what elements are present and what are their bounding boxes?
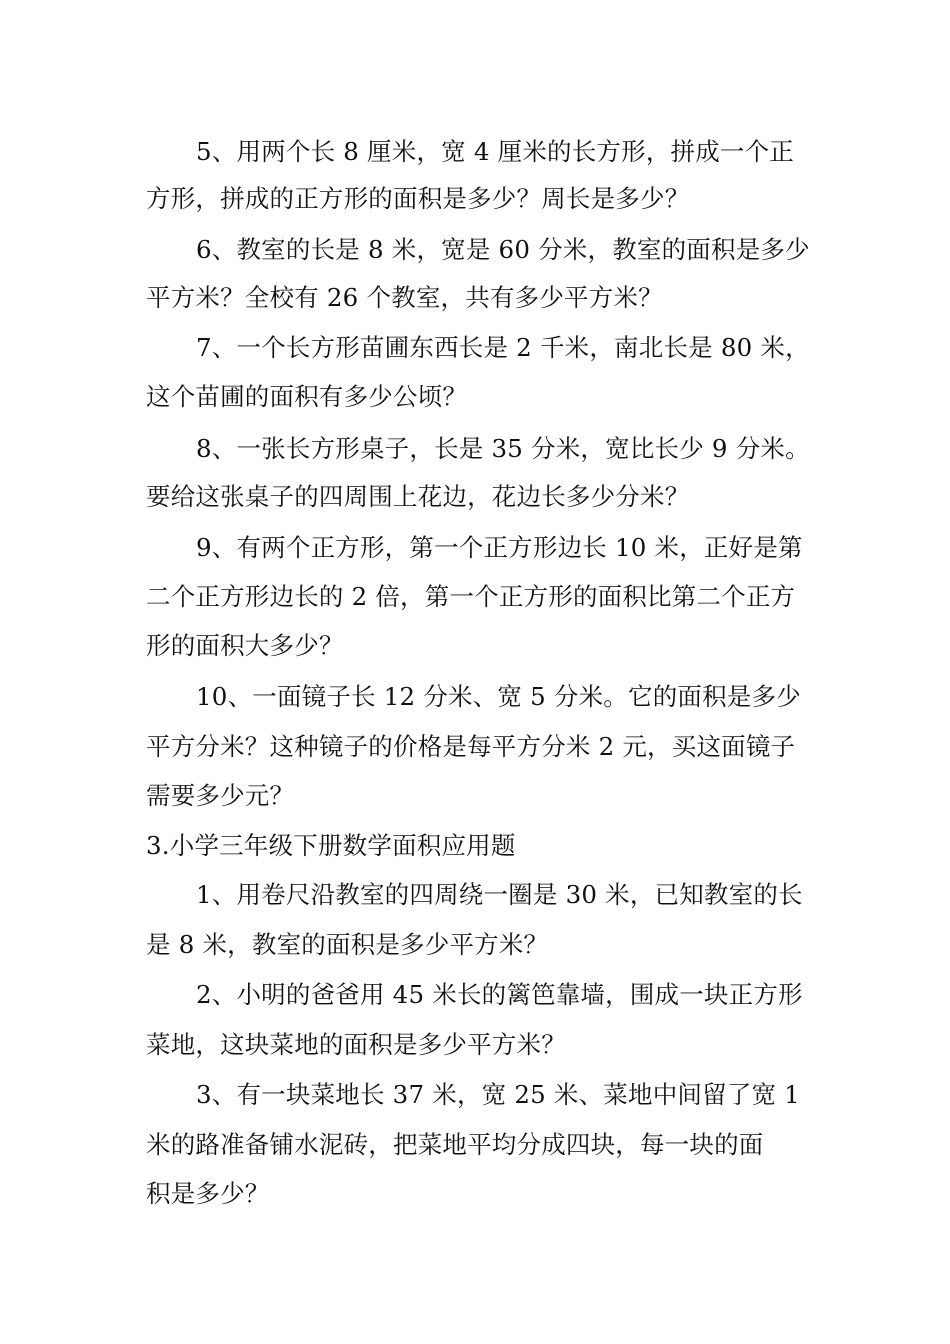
- section3-problem-3-line-3: 积是多少？: [146, 1179, 270, 1208]
- problem-8-line-1: 8、一张长方形桌子，长是 35 分米，宽比长少 9 分米。: [196, 434, 810, 463]
- problem-10-line-3: 需要多少元？: [146, 781, 295, 810]
- section3-problem-3-line-1: 3、有一块菜地长 37 米，宽 25 米、菜地中间留了宽 1: [196, 1080, 800, 1109]
- problem-7-line-1: 7、一个长方形苗圃东西长是 2 千米，南北长是 80 米，: [196, 333, 810, 362]
- problem-8-line-2: 要给这张桌子的四周围上花边，花边长多少分米？: [146, 482, 690, 511]
- problem-9-line-2: 二个正方形边长的 2 倍，第一个正方形的面积比第二个正方: [146, 582, 796, 611]
- problem-9-line-1: 9、有两个正方形，第一个正方形边长 10 米，正好是第: [196, 533, 803, 562]
- section3-problem-3-line-2: 米的路准备铺水泥砖，把菜地平均分成四块，每一块的面: [146, 1130, 764, 1159]
- section3-problem-1-line-2: 是 8 米，教室的面积是多少平方米？: [146, 930, 549, 959]
- section3-problem-1-line-1: 1、用卷尺沿教室的四周绕一圈是 30 米，已知教室的长: [196, 880, 803, 909]
- problem-10-line-2: 平方分米？这种镜子的价格是每平方分米 2 元，买这面镜子: [146, 732, 796, 761]
- problem-7-line-2: 这个苗圃的面积有多少公顷？: [146, 382, 468, 411]
- problem-5-line-1: 5、用两个长 8 厘米，宽 4 厘米的长方形，拼成一个正: [196, 137, 795, 166]
- problem-10-line-1: 10、一面镜子长 12 分米、宽 5 分米。它的面积是多少: [196, 682, 801, 711]
- section3-problem-2-line-1: 2、小明的爸爸用 45 米长的篱笆靠墙，围成一块正方形: [196, 980, 803, 1009]
- problem-9-line-3: 形的面积大多少？: [146, 631, 344, 660]
- problem-6-line-2: 平方米？全校有 26 个教室，共有多少平方米？: [146, 283, 663, 312]
- section-heading: 3.小学三年级下册数学面积应用题: [146, 831, 516, 860]
- section3-problem-2-line-2: 菜地，这块菜地的面积是多少平方米？: [146, 1030, 566, 1059]
- problem-5-line-2: 方形，拼成的正方形的面积是多少？周长是多少？: [146, 184, 690, 213]
- problem-6-line-1: 6、教室的长是 8 米，宽是 60 分米，教室的面积是多少: [196, 235, 810, 264]
